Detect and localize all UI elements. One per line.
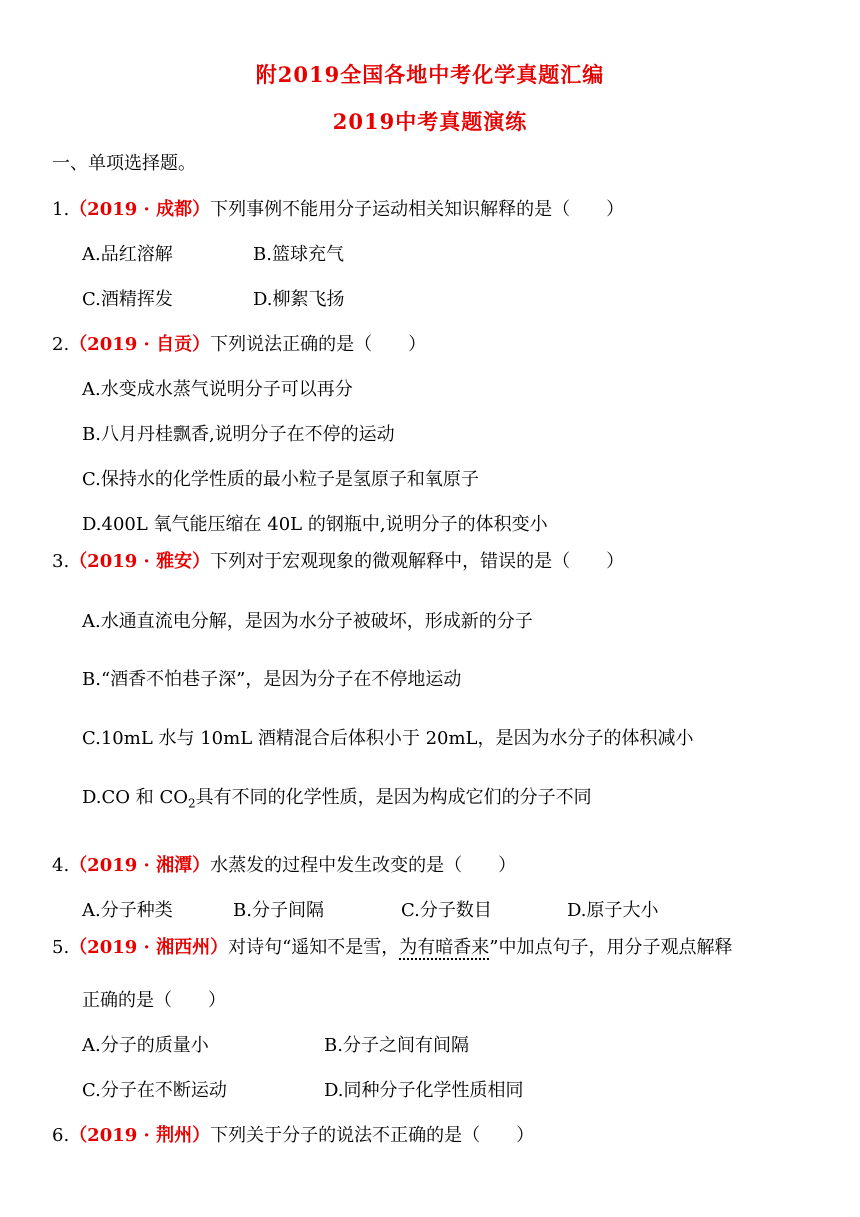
option-c: C.分子在不断运动 <box>82 1080 227 1101</box>
option-a: A.分子种类 <box>82 900 173 921</box>
question-source: （2019 · 湘潭） <box>69 855 211 876</box>
option-c: C.保持水的化学性质的最小粒子是氢原子和氧原子 <box>82 469 479 490</box>
question-number: 5. <box>52 937 70 958</box>
question-number: 1. <box>52 199 70 220</box>
question-number: 2. <box>52 334 70 355</box>
question-4 <box>52 854 516 878</box>
question-stem: 下列事例不能用分子运动相关知识解释的是（ ） <box>210 199 625 220</box>
option-d <box>82 786 592 810</box>
question-5 <box>52 936 733 960</box>
question-stem: 水蒸发的过程中发生改变的是（ ） <box>210 855 517 876</box>
question-number: 4. <box>52 855 70 876</box>
question-source: （2019 · 成都） <box>69 199 211 220</box>
option-b: B.分子间隔 <box>233 900 324 921</box>
document-subtitle: 2019中考真题演练 <box>332 109 528 134</box>
option-a: A.水通直流电分解，是因为水分子被破坏，形成新的分子 <box>82 611 533 632</box>
option-d-text-end: 具有不同的化学性质，是因为构成它们的分子不同 <box>195 787 592 808</box>
option-d: D.柳絮飞扬 <box>253 289 345 310</box>
question-stem-continued: 正确的是（ ） <box>82 990 226 1011</box>
option-a: A.水变成水蒸气说明分子可以再分 <box>82 379 353 400</box>
question-stem: 下列关于分子的说法不正确的是（ ） <box>210 1125 535 1146</box>
question-6 <box>52 1124 534 1148</box>
subscript: 2 <box>188 796 196 811</box>
question-number: 3. <box>52 551 70 572</box>
question-1 <box>52 198 624 222</box>
option-a: A.分子的质量小 <box>82 1035 209 1056</box>
question-stem-start: 对诗句“遥知不是雪， <box>228 937 400 958</box>
question-source: （2019 · 荆州） <box>69 1125 211 1146</box>
option-c: C.10mL 水与 10mL 酒精混合后体积小于 20mL，是因为水分子的体积减小 <box>82 728 694 749</box>
option-b: B.分子之间有间隔 <box>324 1035 469 1056</box>
question-source: （2019 · 湘西州） <box>69 937 229 958</box>
question-source: （2019 · 雅安） <box>69 551 211 572</box>
question-stem-end: ”中加点句子，用分子观点解释 <box>489 937 733 958</box>
option-a: A.品红溶解 <box>82 244 173 265</box>
question-stem: 下列说法正确的是（ ） <box>210 334 427 355</box>
question-2 <box>52 333 426 357</box>
option-d: D.同种分子化学性质相同 <box>324 1080 524 1101</box>
question-stem: 下列对于宏观现象的微观解释中，错误的是（ ） <box>210 551 625 572</box>
question-source: （2019 · 自贡） <box>69 334 211 355</box>
document-title: 附2019全国各地中考化学真题汇编 <box>255 62 605 87</box>
question-3 <box>52 550 624 574</box>
section-heading: 一、单项选择题。 <box>52 153 196 174</box>
dotted-phrase: 为有暗香来 <box>399 937 490 958</box>
option-c: C.分子数目 <box>401 900 492 921</box>
option-b: B.篮球充气 <box>253 244 344 265</box>
option-d: D.原子大小 <box>567 900 659 921</box>
option-b: B.八月丹桂飘香,说明分子在不停的运动 <box>82 424 395 445</box>
option-c: C.酒精挥发 <box>82 289 173 310</box>
option-d: D.400L 氧气能压缩在 40L 的钢瓶中,说明分子的体积变小 <box>82 514 548 535</box>
option-b: B.“酒香不怕巷子深”，是因为分子在不停地运动 <box>82 669 462 690</box>
question-number: 6. <box>52 1125 70 1146</box>
option-d-text-start: D.CO 和 CO <box>82 787 189 808</box>
